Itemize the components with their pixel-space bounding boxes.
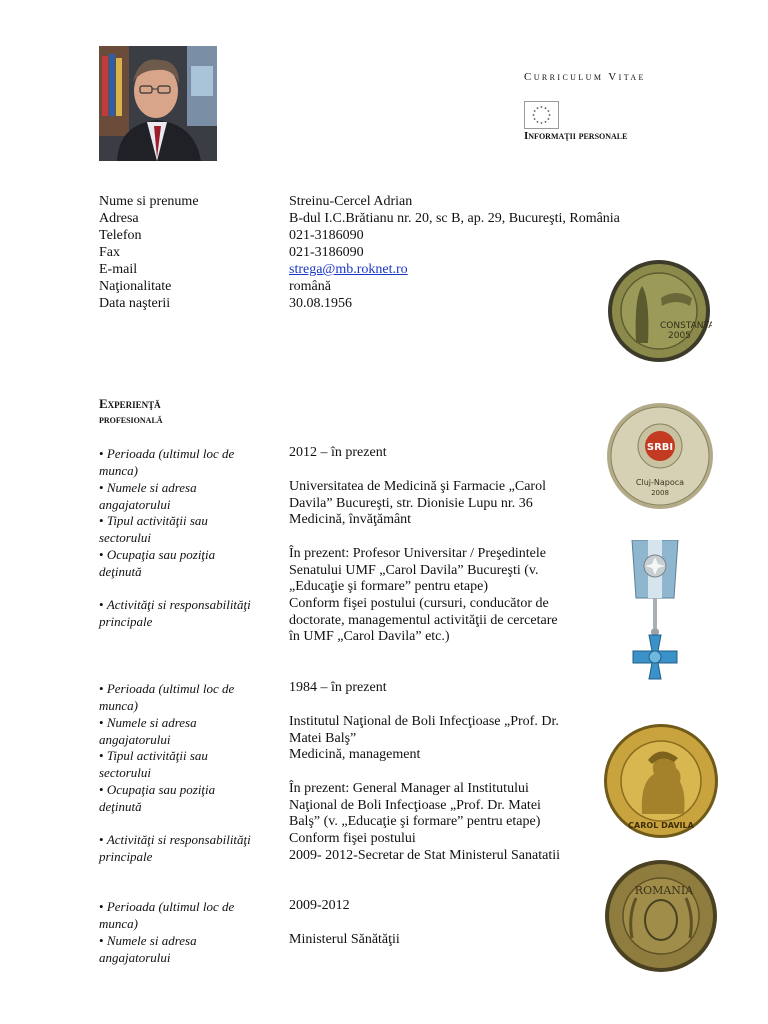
- label-employer: [99, 479, 259, 513]
- label-text: Numele si adresa angajatorului: [99, 715, 197, 747]
- value-activity-type: Medicină, management: [289, 747, 421, 762]
- bullet: •: [99, 782, 104, 797]
- bullet: •: [99, 748, 104, 763]
- personal-label: Data naşterii: [99, 296, 171, 311]
- label-text: Ocupaţia sau poziţia deţinută: [99, 547, 216, 579]
- bullet: •: [99, 681, 104, 696]
- personal-label: Nume si prenume: [99, 194, 199, 209]
- experience-heading-line2: profesională: [99, 414, 163, 426]
- value-employer: Universitatea de Medicină şi Farmacie „Carol Davila” Bucureşti, str. Dionisie Lupu nr. 36: [289, 479, 546, 511]
- label-period: [99, 445, 259, 479]
- medal-text: ROMANIA: [634, 884, 694, 897]
- bullet: •: [99, 446, 104, 461]
- bullet: •: [99, 597, 104, 612]
- label-activity-type: [99, 512, 259, 546]
- label-employer: [99, 932, 259, 966]
- label-text: Activităţi si responsabilităţi principale: [99, 832, 251, 864]
- label-text: Tipul activităţii sau sectorului: [99, 748, 208, 780]
- medal-text: 2005: [668, 331, 691, 341]
- personal-value: Streinu-Cercel Adrian: [289, 194, 413, 209]
- value-position: În prezent: General Manager al Institutului Naţional de Boli Infecţioase „Prof. Dr. Matei Balş” (v. „Educaţie şi formare” pentru etape): [289, 781, 541, 829]
- bullet: •: [99, 715, 104, 730]
- label-text: Ocupaţia sau poziţia deţinută: [99, 782, 216, 814]
- personal-value: B-dul I.C.Brătianu nr. 20, sc B, ap. 29, Bucureşti, România: [289, 211, 620, 226]
- label-text: Activităţi si responsabilităţi principale: [99, 597, 251, 629]
- label-period: [99, 898, 259, 932]
- email-link[interactable]: strega@mb.roknet.ro: [289, 262, 408, 277]
- bullet: •: [99, 513, 104, 528]
- order-ribbon-medal-icon: [628, 540, 682, 687]
- label-text: Perioada (ultimul loc de munca): [99, 681, 235, 713]
- medal-romania-icon: [602, 858, 720, 979]
- personal-label: E-mail: [99, 262, 138, 277]
- value-responsibilities-extra: 2009- 2012-Secretar de Stat Ministerul Sanatatii: [289, 848, 560, 863]
- eu-flag-icon: [524, 101, 559, 129]
- bullet: •: [99, 547, 104, 562]
- medal-text: CAROL DAVILA: [628, 821, 694, 830]
- value-activity-type: Medicină, învăţământ: [289, 512, 412, 527]
- medal-constanta-icon: [606, 258, 712, 369]
- bullet: •: [99, 832, 104, 847]
- value-period: 1984 – în prezent: [289, 680, 387, 695]
- experience-heading: [99, 396, 163, 428]
- cv-title: Curriculum Vitae: [524, 71, 646, 83]
- value-position: În prezent: Profesor Universitar / Preşedintele Senatului UMF „Carol Davila” Bucureşti (v. „Educaţie şi formare” pentru etape): [289, 546, 546, 594]
- profile-photo: [99, 46, 217, 161]
- personal-label: Telefon: [99, 228, 142, 243]
- value-period: 2009-2012: [289, 898, 350, 913]
- value-employer: Ministerul Sănătăţii: [289, 932, 400, 947]
- value-period: 2012 – în prezent: [289, 445, 387, 460]
- personal-value: română: [289, 279, 331, 294]
- bullet: •: [99, 933, 104, 948]
- personal-label: Fax: [99, 245, 120, 260]
- label-text: Numele si adresa angajatorului: [99, 933, 197, 965]
- label-employer: [99, 714, 259, 748]
- label-responsibilities: [99, 596, 259, 630]
- label-text: Perioada (ultimul loc de munca): [99, 446, 235, 478]
- personal-label: Naţionalitate: [99, 279, 172, 294]
- value-responsibilities: Conform fişei postului: [289, 831, 416, 846]
- personal-value: 021-3186090: [289, 245, 364, 260]
- medal-carol-davila-icon: [602, 722, 720, 845]
- label-period: [99, 680, 259, 714]
- personal-label: Adresa: [99, 211, 139, 226]
- bullet: •: [99, 480, 104, 495]
- personal-info-heading: Informaţii personale: [524, 130, 628, 142]
- label-position: [99, 546, 259, 580]
- label-position: [99, 781, 259, 815]
- label-text: Perioada (ultimul loc de munca): [99, 899, 235, 931]
- personal-value: 021-3186090: [289, 228, 364, 243]
- medal-srbi-icon: [604, 400, 716, 517]
- label-text: Tipul activităţii sau sectorului: [99, 513, 208, 545]
- personal-value: 30.08.1956: [289, 296, 352, 311]
- label-text: Numele si adresa angajatorului: [99, 480, 197, 512]
- medal-text: SRBI: [646, 442, 674, 453]
- experience-heading-line1: Experienţă: [99, 396, 161, 411]
- medal-text: 2008: [651, 489, 669, 497]
- medal-text: CONSTANTA: [660, 321, 712, 331]
- bullet: •: [99, 899, 104, 914]
- medal-text: Cluj-Napoca: [635, 478, 685, 487]
- value-responsibilities: Conform fişei postului (cursuri, conducător de doctorate, managementul activităţii de cercetare în UMF „Carol Davila” etc.): [289, 596, 558, 644]
- label-responsibilities: [99, 831, 259, 865]
- value-employer: Institutul Naţional de Boli Infecţioase „Prof. Dr. Matei Balş”: [289, 714, 559, 746]
- label-activity-type: [99, 747, 259, 781]
